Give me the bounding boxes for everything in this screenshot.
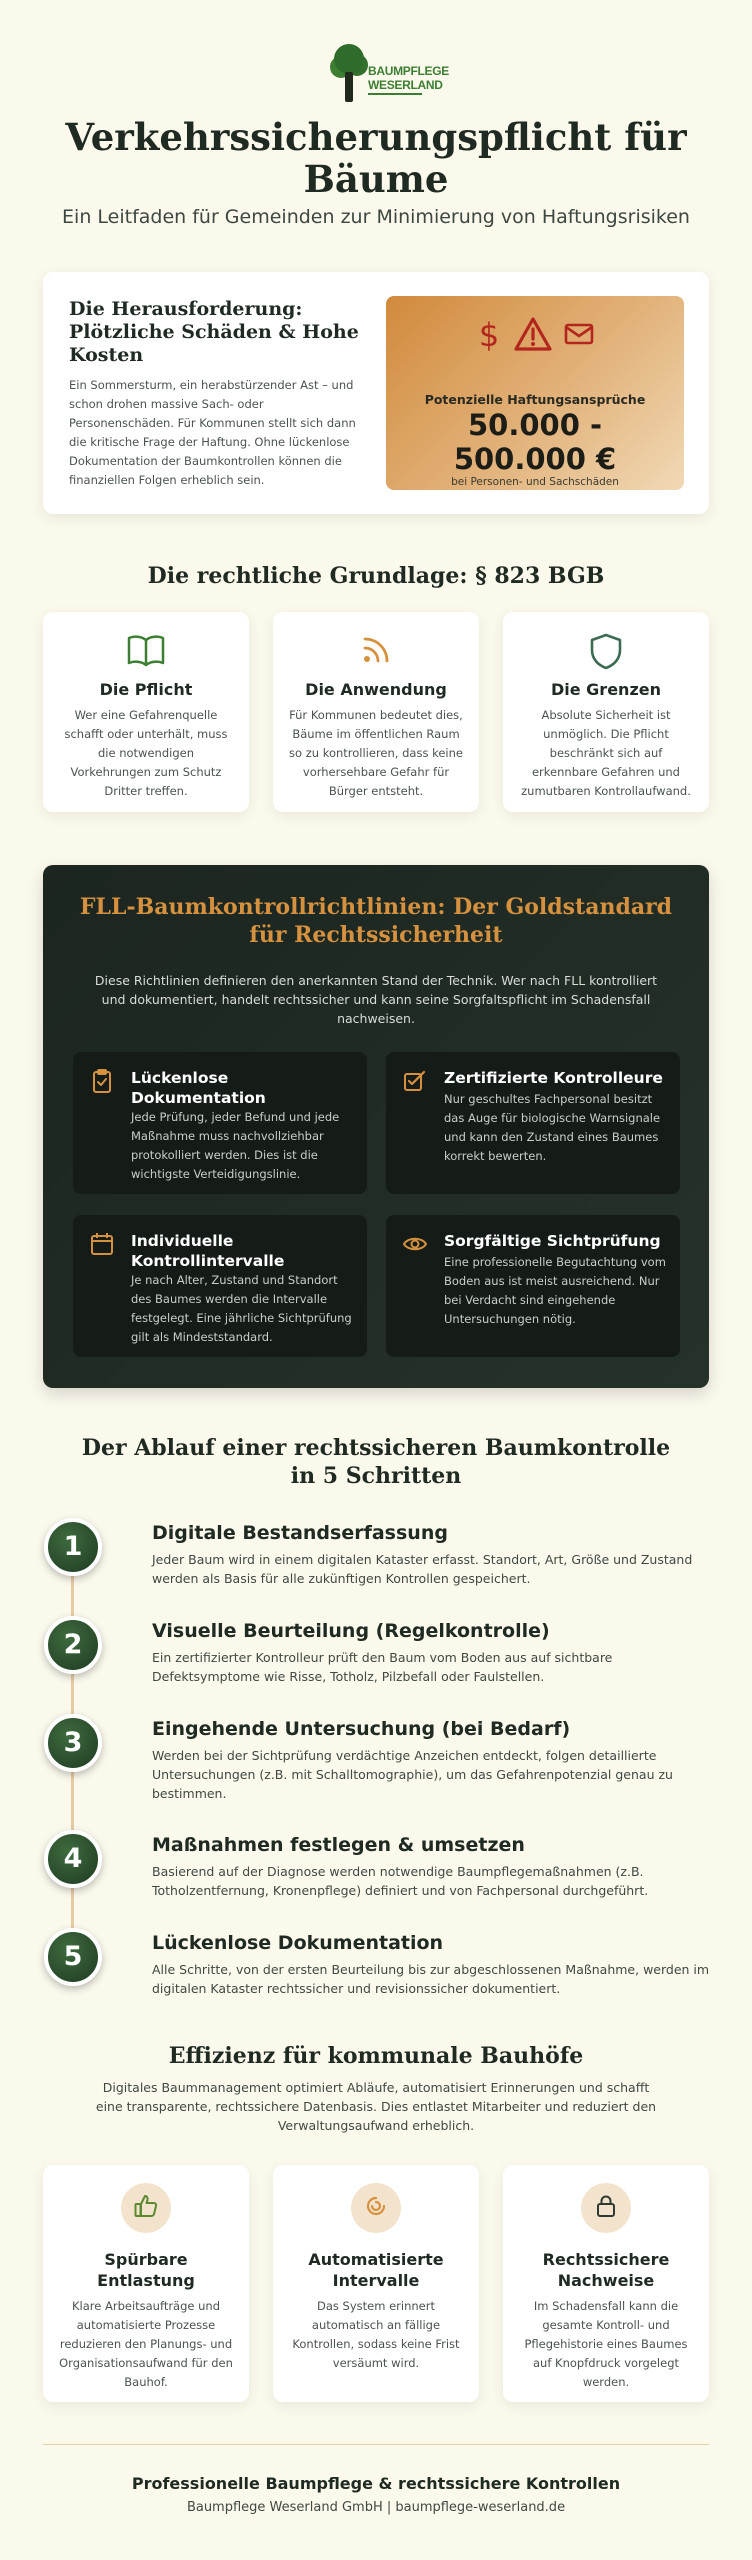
- liability-amount: 50.000 - 500.000 €: [453, 408, 617, 476]
- step-text: Basierend auf der Diagnose werden notwendige Baumpflegemaßnahmen (z.B. Totholzentfernung, Kronenpflege) definiert und von Fachpersonal durchgeführt.: [152, 1864, 649, 1898]
- efficiency-card-text: Das System erinnert automatisch an fällige Kontrollen, sodass keine Frist versäumt wird.: [292, 2299, 460, 2370]
- step-text: Werden bei der Sichtprüfung verdächtige Anzeichen entdeckt, folgen detaillierte Untersuchungen (z.B. mit Schalltomographie), um das Gefahrenpotenzial genau zu bestimmen.: [152, 1748, 673, 1801]
- lock-icon: [593, 2193, 619, 2223]
- liability-note: bei Personen- und Sachschäden: [451, 476, 619, 488]
- liability-label: Potenzielle Haftungsansprüche: [424, 392, 646, 407]
- step-number: 3: [44, 1714, 102, 1772]
- fll-item-text: Eine professionelle Begutachtung vom Boden aus ist meist ausreichend. Nur bei Verdacht sind eingehende Untersuchungen nötig.: [444, 1255, 666, 1326]
- refresh-icon: [363, 2193, 389, 2223]
- step-text: Alle Schritte, von der ersten Beurteilung bis zur abgeschlossenen Maßnahme, werden im digitalen Kataster rechtssicher und revisionssicher dokumentiert.: [152, 1962, 710, 1996]
- efficiency-intro: Digitales Baummanagement optimiert Abläufe, automatisiert Erinnerungen und schafft eine transparente, rechtssichere Datenbasis. Dies entlastet Mitarbeiter und reduziert den Verwaltungsaufwand erheblich.: [95, 2080, 657, 2133]
- legal-card-text: Für Kommunen bedeutet dies, Bäume im öffentlichen Raum so zu kontrollieren, dass keine vorhersehbare Gefahr für Bürger entsteht.: [289, 708, 463, 798]
- calendar-icon: [89, 1231, 115, 1257]
- company-logo: [330, 42, 450, 106]
- page-title: Verkehrssicherungspflicht für Bäume: [65, 115, 687, 201]
- legal-card-anwendung: [273, 612, 479, 812]
- signal-icon: [358, 632, 394, 672]
- page-subtitle: Ein Leitfaden für Gemeinden zur Minimierung von Haftungsrisiken: [62, 206, 690, 228]
- fll-item-title: Individuelle Kontrollintervalle: [131, 1232, 285, 1270]
- legal-section-title: Die rechtliche Grundlage: § 823 BGB: [147, 563, 605, 589]
- logo-line-2: WESERLAND: [368, 78, 443, 92]
- logo-line-1: BAUMPFLEGE: [368, 64, 450, 78]
- step-title: Lückenlose Dokumentation: [152, 1932, 444, 1954]
- warning-icon: [513, 316, 553, 356]
- fll-item-title: Lückenlose Dokumentation: [131, 1069, 266, 1107]
- efficiency-section-title: Effizienz für kommunale Bauhöfe: [168, 2043, 584, 2069]
- shield-icon: [589, 632, 623, 672]
- efficiency-card-nachweise: [503, 2165, 709, 2402]
- fll-title: FLL-Baumkontrollrichtlinien: Der Goldstandard für Rechtssicherheit: [79, 894, 673, 948]
- efficiency-card-title: Automatisierte Intervalle: [308, 2250, 444, 2290]
- efficiency-card-text: Im Schadensfall kann die gesamte Kontroll- und Pflegehistorie eines Baumes auf Knopfdruck vorgelegt werden.: [524, 2299, 688, 2389]
- fll-item-dokumentation: [73, 1052, 367, 1194]
- legal-card-title: Die Anwendung: [305, 680, 447, 699]
- fll-item-title: Zertifizierte Kontrolleure: [444, 1069, 663, 1087]
- fll-item-text: Je nach Alter, Zustand und Standort des Baumes werden die Intervalle festgelegt. Eine jährliche Sichtprüfung gilt als Mindeststandard.: [131, 1273, 352, 1344]
- challenge-text: Ein Sommersturm, ein herabstürzender Ast – und schon drohen massive Sach- oder Personenschäden. Für Kommunen stellt sich dann die kritische Frage der Haftung. Ohne lückenlose Dokumentation der Baumkontrollen können die finanziellen Folgen erheblich sein.: [69, 378, 356, 487]
- fll-item-text: Nur geschultes Fachpersonal besitzt das Auge für biologische Warnsignale und kann den Zustand eines Baumes korrekt bewerten.: [444, 1092, 661, 1163]
- legal-card-pflicht: [43, 612, 249, 812]
- step-number: 4: [44, 1830, 102, 1888]
- challenge-title: Die Herausforderung: Plötzliche Schäden & Hohe Kosten: [69, 298, 359, 366]
- step-number: 2: [44, 1616, 102, 1674]
- step-number: 5: [44, 1928, 102, 1986]
- step-title: Maßnahmen festlegen & umsetzen: [152, 1834, 525, 1856]
- fll-intro: Diese Richtlinien definieren den anerkannten Stand der Technik. Wer nach FLL kontrolliert und dokumentiert, handelt rechtssicher und kann seine Sorgfaltspflicht im Schadensfall nachweisen.: [94, 973, 658, 1026]
- efficiency-card-text: Klare Arbeitsaufträge und automatisierte Prozesse reduzieren den Planungs- und Organisationsaufwand für den Bauhof.: [59, 2299, 233, 2389]
- legal-card-title: Die Pflicht: [99, 680, 193, 699]
- fll-item-sichtpruefung: [386, 1215, 680, 1357]
- step-title: Eingehende Untersuchung (bei Bedarf): [152, 1718, 571, 1740]
- efficiency-card-intervalle: [273, 2165, 479, 2402]
- dollar-icon: [475, 316, 503, 356]
- legal-card-text: Wer eine Gefahrenquelle schafft oder unterhält, muss die notwendigen Vorkehrungen zum Schutz Dritter treffen.: [64, 708, 228, 798]
- challenge-card: [43, 272, 709, 514]
- legal-card-text: Absolute Sicherheit ist unmöglich. Die Pflicht beschränkt sich auf erkennbare Gefahren und zumutbaren Kontrollaufwand.: [521, 708, 691, 798]
- fll-item-intervalle: [73, 1215, 367, 1357]
- efficiency-card-title: Spürbare Entlastung: [97, 2250, 195, 2290]
- fll-item-text: Jede Prüfung, jeder Befund und jede Maßnahme muss nachvollziehbar protokolliert werden. Dies ist die wichtigste Verteidigungslinie.: [131, 1110, 340, 1181]
- step-text: Jeder Baum wird in einem digitalen Kataster erfasst. Standort, Art, Größe und Zustand werden als Basis für alle zukünftigen Kontrollen gespeichert.: [152, 1552, 693, 1586]
- legal-card-title: Die Grenzen: [550, 680, 661, 699]
- steps-section-title: Der Ablauf einer rechtssicheren Baumkontrolle in 5 Schritten: [81, 1435, 671, 1489]
- fll-section: [43, 865, 709, 1388]
- thumbs-up-icon: [133, 2193, 159, 2223]
- step-number: 1: [44, 1518, 102, 1576]
- step-title: Visuelle Beurteilung (Regelkontrolle): [152, 1620, 550, 1642]
- fll-item-kontrolleure: [386, 1052, 680, 1194]
- step-text: Ein zertifizierter Kontrolleur prüft den Baum vom Boden aus auf sichtbare Defektsymptome wie Risse, Totholz, Pilzbefall oder Faulstellen.: [152, 1650, 613, 1684]
- footer-title: Professionelle Baumpflege & rechtssichere Kontrollen: [131, 2474, 621, 2493]
- step-title: Digitale Bestandserfassung: [152, 1522, 448, 1544]
- legal-card-grenzen: [503, 612, 709, 812]
- book-icon: [126, 632, 166, 672]
- edit-check-icon: [402, 1068, 428, 1094]
- mail-icon: [563, 320, 595, 352]
- footer-divider: [43, 2444, 709, 2445]
- clipboard-check-icon: [89, 1068, 115, 1094]
- fll-item-title: Sorgfältige Sichtprüfung: [444, 1232, 661, 1250]
- efficiency-card-entlastung: [43, 2165, 249, 2402]
- eye-icon: [402, 1231, 428, 1257]
- svg-text:$: $: [478, 316, 500, 352]
- liability-box: [386, 296, 684, 490]
- footer-company-info: Baumpflege Weserland GmbH | baumpflege-weserland.de: [186, 2500, 566, 2515]
- efficiency-card-title: Rechtssichere Nachweise: [542, 2250, 670, 2290]
